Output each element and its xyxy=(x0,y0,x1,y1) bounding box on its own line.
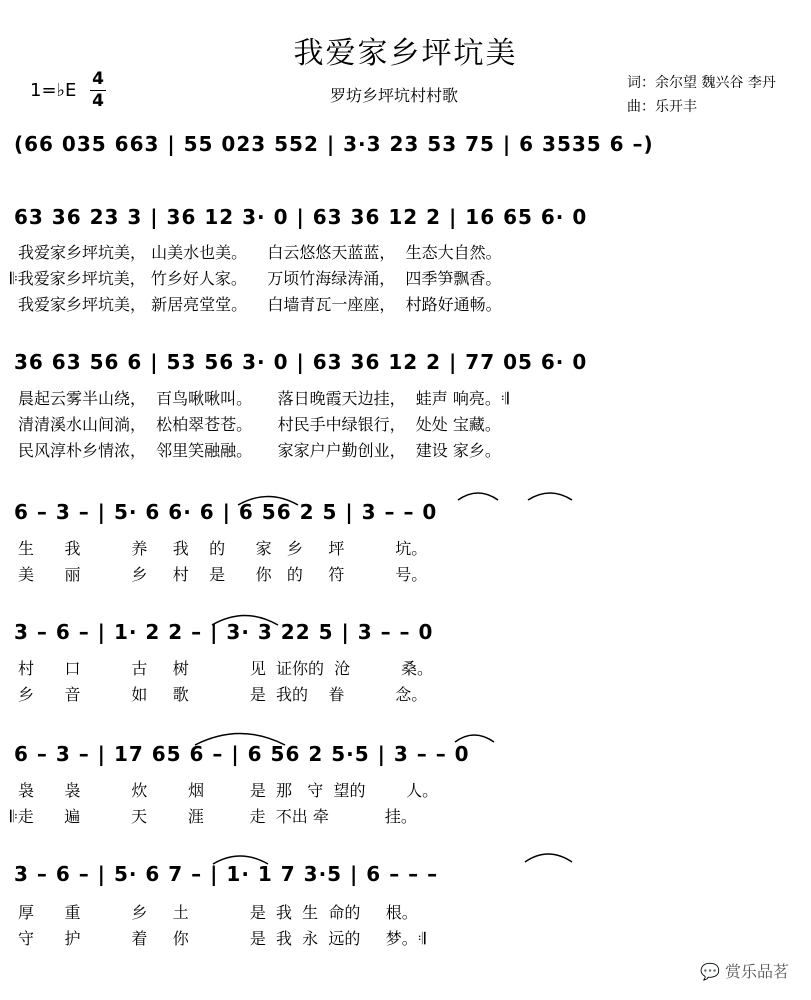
key-signature: 1=♭E xyxy=(30,80,77,101)
slur-arc xyxy=(213,856,268,864)
notation-line: (66 035 663 | 55 023 552 | 3·3 23 53 75 | 6 3535 6 –) xyxy=(14,132,654,156)
slur-arc xyxy=(528,493,572,500)
lyrics-line: 袅 袅 炊 烟 是 那 守 望的 人。 xyxy=(18,781,439,800)
lyrics-line: 乡 音 如 歌 是 我的 眷 念。 xyxy=(18,685,428,704)
lyrics-line: 𝄆我爱家乡坪坑美， 竹乡好人家。 万顷竹海绿涛涌， 四季笋飘香。 xyxy=(10,269,502,288)
lyrics-line: 清清溪水山间淌， 松柏翠苍苍。 村民手中绿银行， 处处 宝藏。 xyxy=(18,415,501,434)
lyrics-line: 𝄆走 遍 天 涯 走 不出 牵 挂。 xyxy=(10,807,417,826)
slur-arc xyxy=(458,493,498,500)
lyrics-line: 我爱家乡坪坑美， 新居亮堂堂。 白墙青瓦一座座， 村路好通畅。 xyxy=(18,295,502,314)
lyrics-line: 民风淳朴乡情浓， 邻里笑融融。 家家户户勤创业， 建设 家乡。 xyxy=(18,441,501,460)
lyrics-line: 晨起云雾半山绕， 百鸟啾啾叫。 落日晚霞天边挂， 蛙声 响亮。𝄇 xyxy=(18,389,509,408)
time-bottom: 4 xyxy=(92,91,104,111)
notation-line: 36 63 56 6 | 53 56 3· 0 | 63 36 12 2 | 77 05 6· 0 xyxy=(14,350,588,374)
composer-credit: 曲：乐开丰 xyxy=(627,99,697,115)
watermark-text: 赏乐品茗 xyxy=(724,962,789,981)
slur-arc xyxy=(525,854,572,862)
lyrics-line: 我爱家乡坪坑美， 山美水也美。 白云悠悠天蓝蓝， 生态大自然。 xyxy=(18,243,502,262)
notation-line: 3 – 6 – | 1· 2 2 – | 3· 3 22 5 | 3 – – 0 xyxy=(14,620,434,644)
lyrics-line: 村 口 古 树 见 证你的 沧 桑。 xyxy=(18,659,434,678)
slur-arc xyxy=(238,497,298,506)
lyrics-line: 守 护 着 你 是 我 永 远的 梦。𝄇 xyxy=(18,929,426,948)
notation-line: 63 36 23 3 | 36 12 3· 0 | 63 36 12 2 | 16 65 6· 0 xyxy=(14,205,588,229)
time-top: 4 xyxy=(92,69,104,89)
lyricist-credit: 词：余尔望 魏兴谷 李丹 xyxy=(627,75,776,91)
chat-bubble-icon: 💬 xyxy=(699,962,725,981)
lyrics-line: 厚 重 乡 土 是 我 生 命的 根。 xyxy=(18,903,418,922)
notation-line: 6 – 3 – | 5· 6 6· 6 | 6 56 2 5 | 3 – – 0 xyxy=(14,500,438,524)
notation-line: 3 – 6 – | 5· 6 7 – | 1· 1 7 3·5 | 6 – – – xyxy=(14,862,439,886)
subtitle: 罗坊乡坪坑村村歌 xyxy=(330,86,459,105)
slur-arc xyxy=(195,734,285,746)
lyrics-line: 美 丽 乡 村 是 你 的 符 号。 xyxy=(18,565,428,584)
slur-arc xyxy=(455,735,494,742)
watermark xyxy=(700,959,789,982)
page-title: 我爱家乡坪坑美 xyxy=(293,36,518,71)
slur-arc xyxy=(212,616,278,626)
notation-line: 6 – 3 – | 17 65 6 – | 6 56 2 5·5 | 3 – – 0 xyxy=(14,742,470,766)
lyrics-line: 生 我 养 我 的 家 乡 坪 坑。 xyxy=(18,539,428,558)
